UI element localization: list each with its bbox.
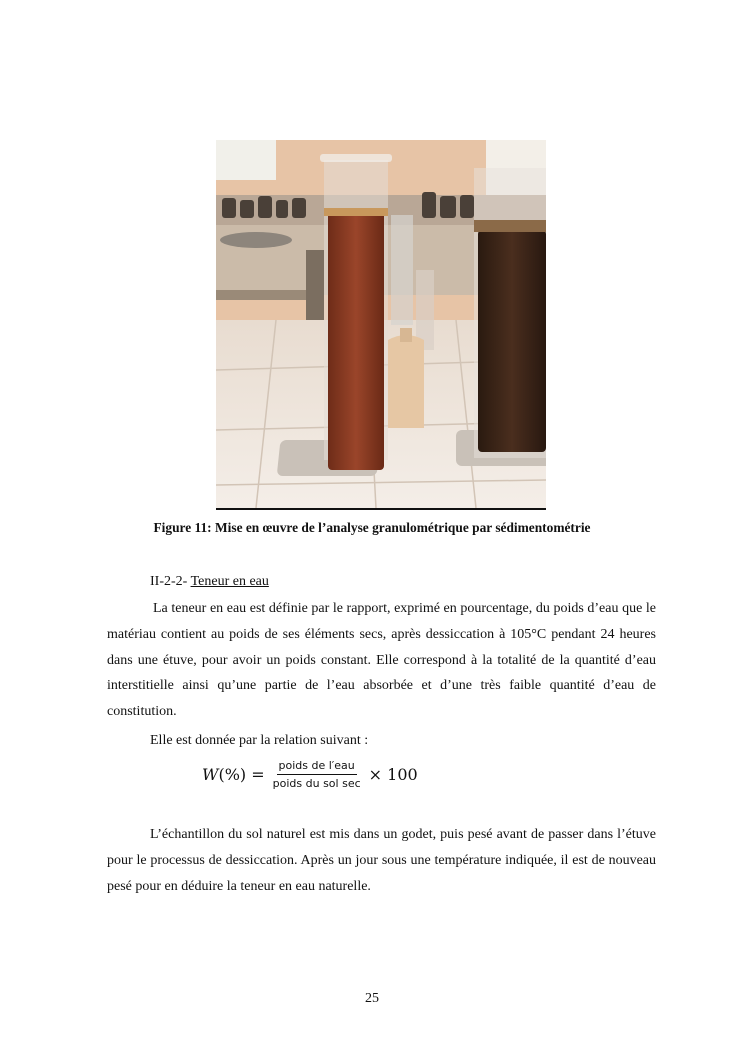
formula-lhs xyxy=(202,765,265,784)
formula-lhs-rest: (%) = xyxy=(218,764,265,784)
paragraph-definition: La teneur en eau est définie par le rapport, exprimé en pourcentage, du poids d’eau que le matériau contient au poids de ses éléments secs, après dessiccation à 105°C pendant 24 heures dans une étuve, pour avoir un poids constant. Elle correspond à la totalité de la quantité d’eau interstitielle ainsi qu’une partie de l’eau absorbée et d’une très faible quantité d’eau de constitution. xyxy=(107,601,656,720)
formula-rhs: × 100 xyxy=(368,764,418,784)
formula-fraction xyxy=(271,759,363,790)
section-title: Teneur en eau xyxy=(190,574,269,589)
section-heading xyxy=(150,574,269,590)
section-number: II-2-2- xyxy=(150,574,188,589)
paragraph-procedure: L’échantillon du sol naturel est mis dans un godet, puis pesé avant de passer dans l’étuve pour le processus de dessiccation. Après un jour sous une température indiquée, il est de nouveau pesé pour en déduire la teneur en eau naturelle. xyxy=(107,827,656,894)
paragraph-relation-intro: Elle est donnée par la relation suivant : xyxy=(150,733,369,748)
sedimentometry-photo xyxy=(216,140,546,510)
formula-numerator: poids de l′eau xyxy=(277,759,357,775)
formula-variable: W xyxy=(202,764,219,784)
water-content-formula xyxy=(202,754,418,794)
figure-caption: Figure 11: Mise en œuvre de l’analyse granulométrique par sédimentométrie xyxy=(153,520,591,535)
page-number: 25 xyxy=(365,991,379,1006)
formula-denominator: poids du sol sec xyxy=(272,776,361,790)
